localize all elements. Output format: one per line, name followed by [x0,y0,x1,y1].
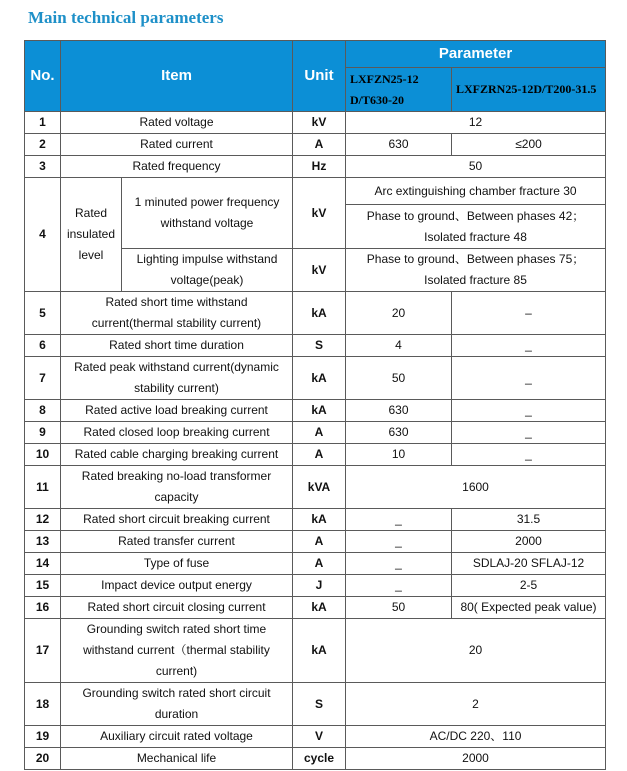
row-value: 12 [346,112,606,134]
table-row [25,400,606,422]
row-unit: kV [293,249,346,292]
row-item: Mechanical life [61,748,293,770]
row-number: 6 [25,335,61,357]
row-value-model-2: – [452,292,606,335]
row-value-model-2: SDLAJ-20 SFLAJ-12 [452,553,606,575]
row-item: Rated peak withstand current(dynamic stability current) [61,357,293,400]
row-number: 20 [25,748,61,770]
row-value-model-1: 50 [346,357,452,400]
row-unit: kA [293,400,346,422]
row-number: 15 [25,575,61,597]
header-row-1 [25,41,606,68]
table-row [25,748,606,770]
row-unit: cycle [293,748,346,770]
table-row [25,466,606,509]
row-number: 16 [25,597,61,619]
row-sub-item: Lighting impulse withstand voltage(peak) [122,249,293,292]
row-unit: kA [293,357,346,400]
row-number: 4 [25,178,61,292]
row-unit: A [293,531,346,553]
row-item: Rated active load breaking current [61,400,293,422]
row-unit: kA [293,597,346,619]
table-row [25,509,606,531]
row-item: Rated transfer current [61,531,293,553]
row-value-model-1: _ [346,509,452,531]
row-value-model-2: 2000 [452,531,606,553]
row-item: Rated short circuit breaking current [61,509,293,531]
header-unit: Unit [293,41,346,112]
table-row [25,335,606,357]
row-unit: kA [293,619,346,683]
row-value: AC/DC 220、110 [346,726,606,748]
table-row [25,597,606,619]
row-unit: A [293,422,346,444]
row-unit: S [293,335,346,357]
row-item: Rated breaking no-load transformer capacity [61,466,293,509]
row-value-model-1: 50 [346,597,452,619]
row-item: Rated cable charging breaking current [61,444,293,466]
table-row [25,357,606,400]
row-item: Rated short time withstand current(thermal stability current) [61,292,293,335]
header-item: Item [61,41,293,112]
row-unit: kV [293,178,346,249]
row-number: 7 [25,357,61,400]
row-unit: kVA [293,466,346,509]
row-group-label: Rated insulated level [61,178,122,292]
row-value: Phase to ground、Between phases 42；Isolated fracture 48 [346,205,606,249]
row-number: 19 [25,726,61,748]
row-item: Impact device output energy [61,575,293,597]
row-unit: kA [293,292,346,335]
parameters-table [24,40,606,770]
row-value: 20 [346,619,606,683]
row-item: Rated short time duration [61,335,293,357]
table-row [25,134,606,156]
table-row [25,422,606,444]
row-value-model-2: _ [452,422,606,444]
row-value: 2 [346,683,606,726]
row-item: Rated frequency [61,156,293,178]
row-unit: S [293,683,346,726]
row-item: Grounding switch rated short time withstand current（thermal stability current) [61,619,293,683]
table-row [25,292,606,335]
row-value: Phase to ground、Between phases 75；Isolated fracture 85 [346,249,606,292]
row-value-model-1: _ [346,531,452,553]
row-unit: Hz [293,156,346,178]
table-row [25,178,606,205]
row-item: Auxiliary circuit rated voltage [61,726,293,748]
table-row [25,575,606,597]
table-row [25,726,606,748]
row-value-model-2: ≤200 [452,134,606,156]
row-value-model-1: 630 [346,134,452,156]
row-value-model-1: 4 [346,335,452,357]
row-unit: A [293,134,346,156]
row-number: 1 [25,112,61,134]
row-number: 11 [25,466,61,509]
row-item: Rated closed loop breaking current [61,422,293,444]
row-value-model-2: _ [452,335,606,357]
row-value-model-2: _ [452,444,606,466]
table-row [25,553,606,575]
row-value-model-1: _ [346,553,452,575]
row-value-model-1: 10 [346,444,452,466]
table-row [25,156,606,178]
row-number: 3 [25,156,61,178]
row-item: Grounding switch rated short circuit duration [61,683,293,726]
row-number: 8 [25,400,61,422]
row-unit: J [293,575,346,597]
row-item: Rated current [61,134,293,156]
table-row [25,531,606,553]
row-unit: kA [293,509,346,531]
row-value-model-1: 630 [346,400,452,422]
row-sub-item: 1 minuted power frequency withstand voltage [122,178,293,249]
table-row [25,444,606,466]
row-number: 10 [25,444,61,466]
header-model-1: LXFZN25-12 D/T630-20 [346,68,452,112]
row-value-model-1: 20 [346,292,452,335]
row-number: 12 [25,509,61,531]
row-value-model-2: _ [452,357,606,400]
header-no: No. [25,41,61,112]
row-value: 50 [346,156,606,178]
row-value-model-2: _ [452,400,606,422]
row-value-model-2: 80( Expected peak value) [452,597,606,619]
row-value: 1600 [346,466,606,509]
row-value-model-1: _ [346,575,452,597]
row-number: 2 [25,134,61,156]
row-number: 5 [25,292,61,335]
header-parameter: Parameter [346,41,606,68]
row-number: 18 [25,683,61,726]
row-unit: A [293,444,346,466]
table-row [25,112,606,134]
row-unit: A [293,553,346,575]
page-title: Main technical parameters [28,8,224,27]
table-row [25,683,606,726]
row-item: Rated voltage [61,112,293,134]
row-value-model-2: 31.5 [452,509,606,531]
row-number: 17 [25,619,61,683]
row-item: Type of fuse [61,553,293,575]
row-unit: kV [293,112,346,134]
row-value-model-1: 630 [346,422,452,444]
row-number: 9 [25,422,61,444]
row-value: 2000 [346,748,606,770]
table-row [25,619,606,683]
row-value-model-2: 2-5 [452,575,606,597]
row-number: 13 [25,531,61,553]
header-model-2: LXFZRN25-12D/T200-31.5 [452,68,606,112]
row-unit: V [293,726,346,748]
row-value: Arc extinguishing chamber fracture 30 [346,178,606,205]
row-number: 14 [25,553,61,575]
row-item: Rated short circuit closing current [61,597,293,619]
